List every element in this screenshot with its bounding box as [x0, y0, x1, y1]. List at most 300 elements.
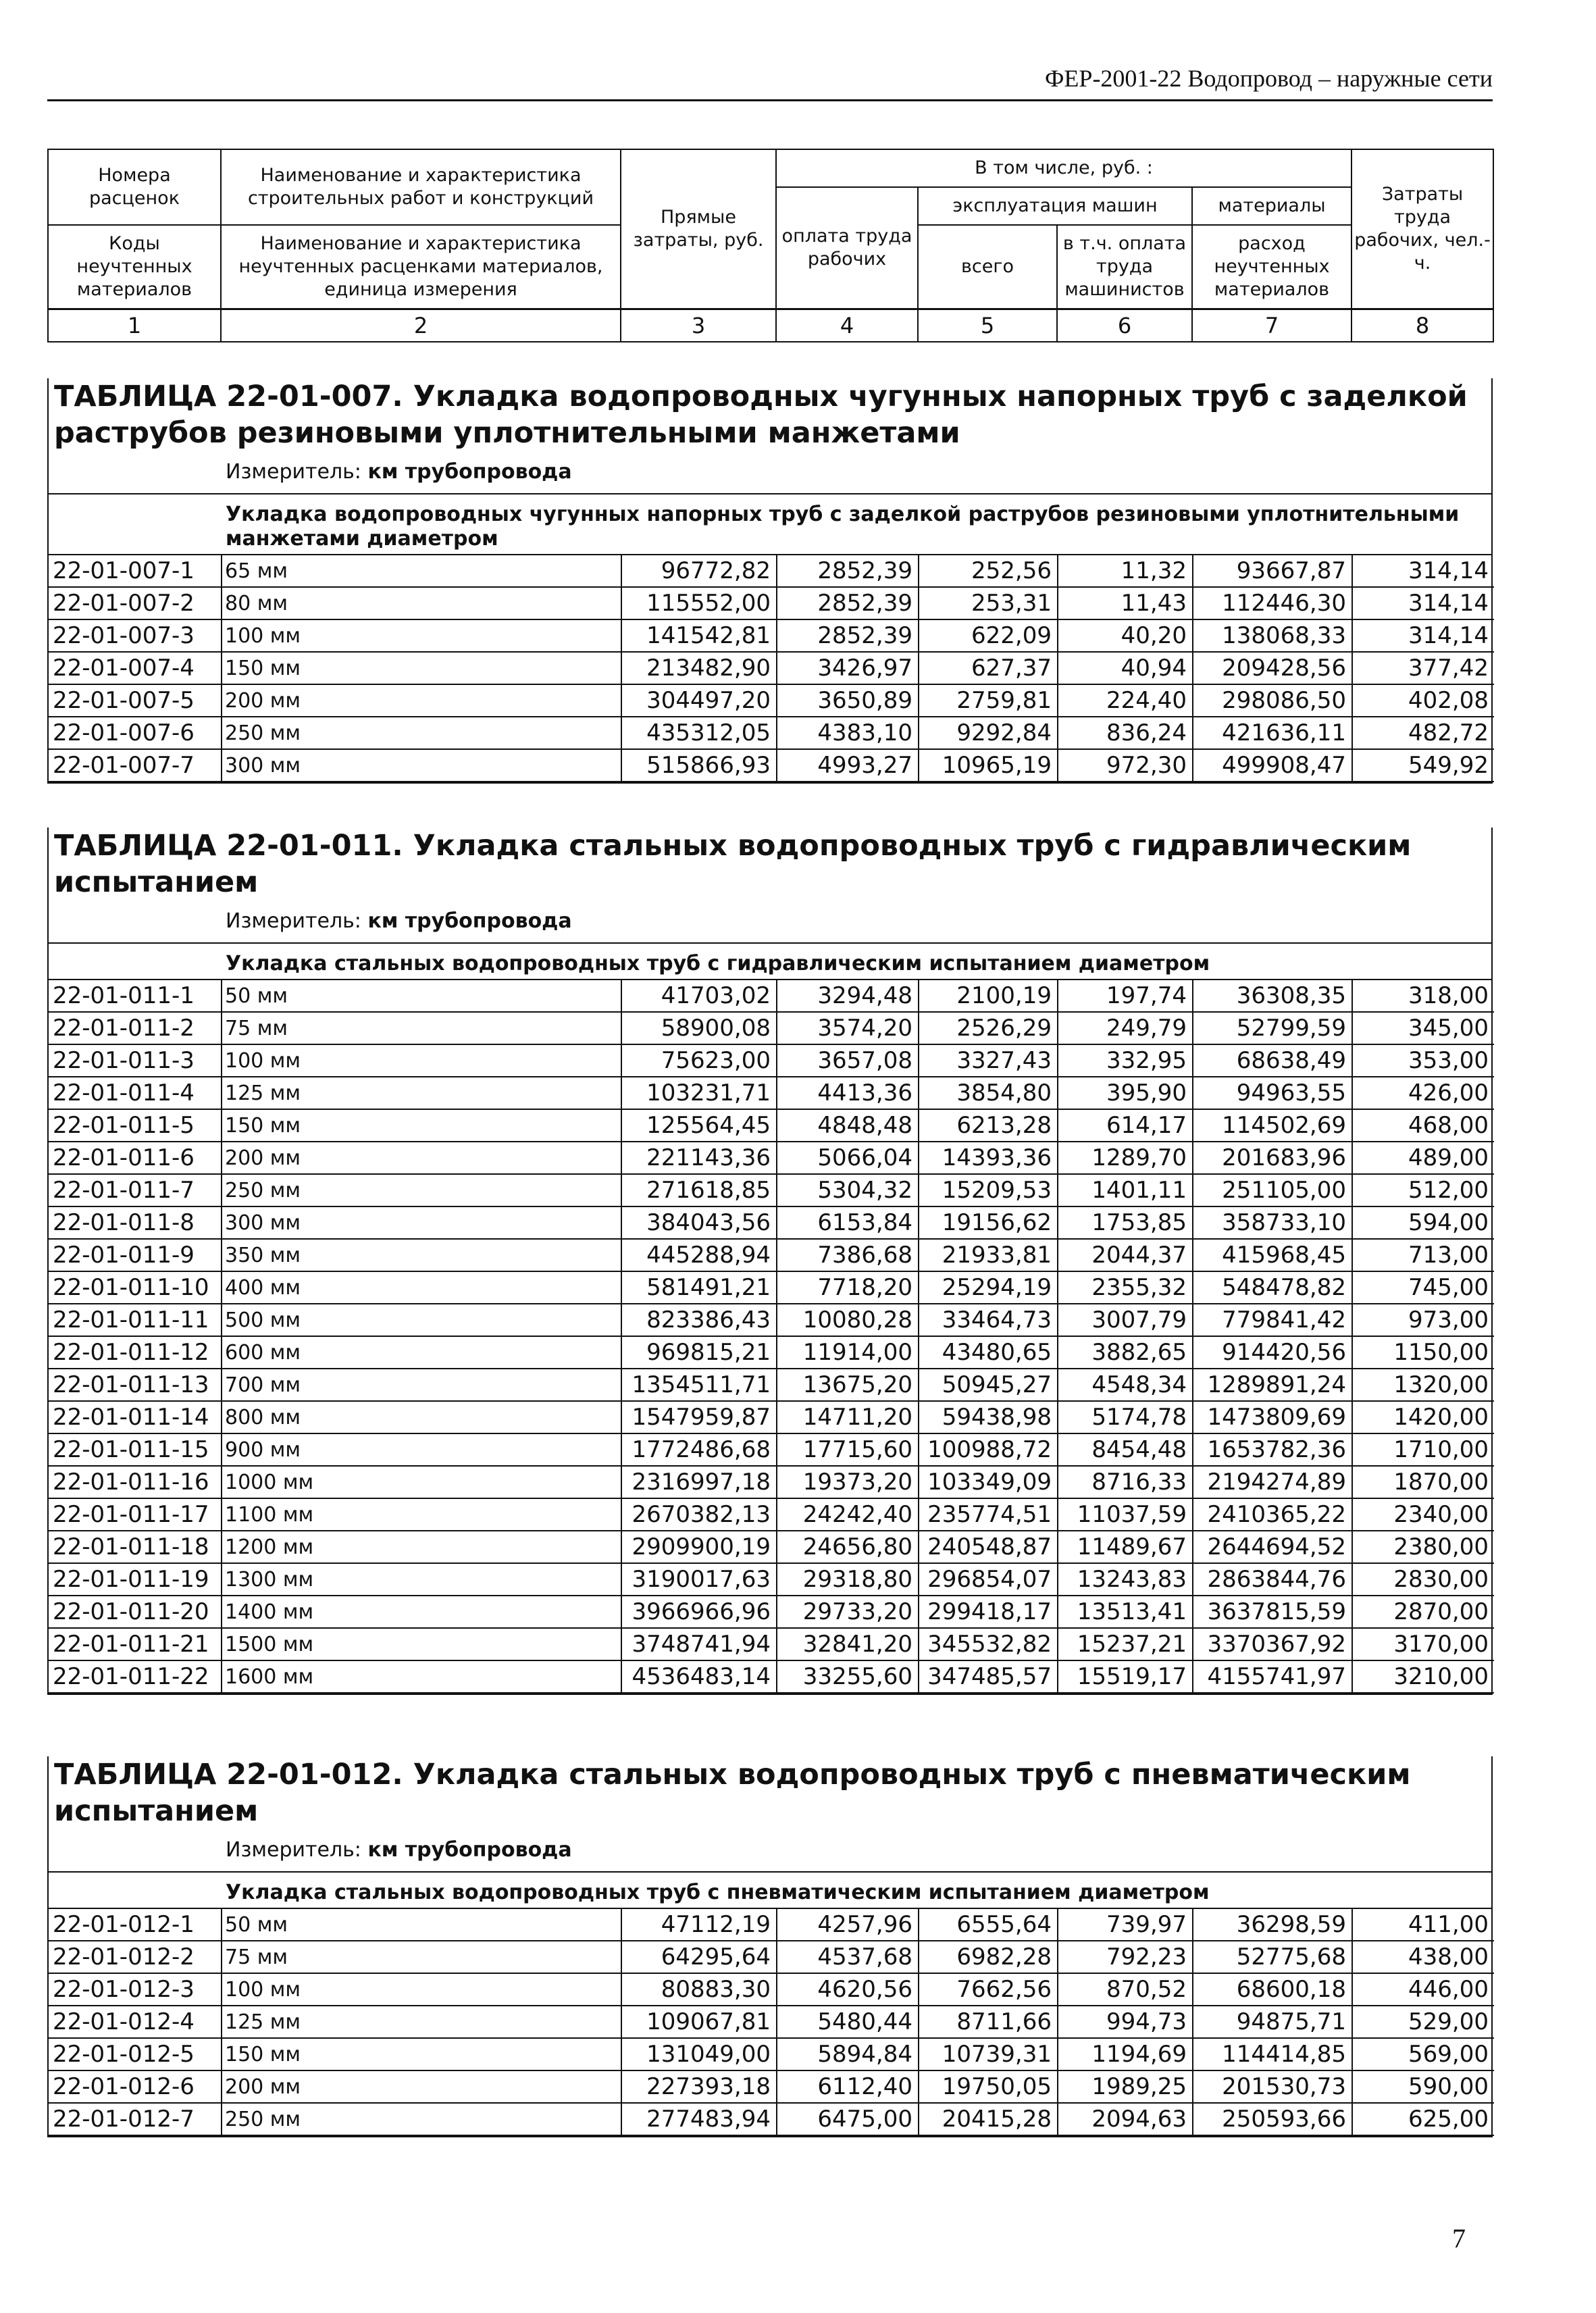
machine-total-cell: 25294,19: [919, 1271, 1058, 1304]
machine-total-cell: 19750,05: [919, 2070, 1058, 2103]
measure-line: [49, 900, 1491, 944]
machine-total-cell: 296854,07: [919, 1563, 1058, 1596]
table-row: [49, 587, 1494, 619]
diameter-cell: 100 мм: [222, 1973, 621, 2006]
section-table-22-01-011: [47, 828, 1493, 1695]
direct-costs-cell: 41703,02: [621, 980, 777, 1012]
table-row: [49, 1077, 1494, 1109]
labor-wages-cell: 29733,20: [777, 1596, 919, 1628]
section-description: Укладка стальных водопроводных труб с гидравлическим испытанием диаметром: [49, 944, 1491, 980]
labor-wages-cell: 5304,32: [777, 1174, 919, 1206]
materials-cost-cell: 4155741,97: [1193, 1660, 1352, 1693]
labor-wages-cell: 3657,08: [777, 1044, 919, 1077]
materials-cost-cell: 251105,00: [1193, 1174, 1352, 1206]
direct-costs-cell: 515866,93: [621, 749, 777, 782]
labor-hours-cell: 590,00: [1352, 2070, 1494, 2103]
machine-total-cell: 15209,53: [919, 1174, 1058, 1206]
labor-hours-cell: 446,00: [1352, 1973, 1494, 2006]
materials-cost-cell: 112446,30: [1193, 587, 1352, 619]
labor-hours-cell: 713,00: [1352, 1239, 1494, 1271]
rate-code-cell: 22-01-012-6: [49, 2070, 222, 2103]
col-number: 4: [776, 309, 918, 342]
machinist-wages-cell: 8716,33: [1058, 1466, 1193, 1498]
table-row: [49, 1174, 1494, 1206]
machine-total-cell: 43480,65: [919, 1336, 1058, 1369]
labor-wages-cell: 33255,60: [777, 1660, 919, 1693]
rate-code-cell: 22-01-011-1: [49, 980, 222, 1012]
materials-cost-cell: 914420,56: [1193, 1336, 1352, 1369]
header-rashod: расход неучтенных материалов: [1192, 225, 1352, 309]
labor-wages-cell: 4537,68: [777, 1941, 919, 1973]
table-row: [49, 652, 1494, 684]
direct-costs-cell: 2316997,18: [621, 1466, 777, 1498]
machinist-wages-cell: 11,43: [1058, 587, 1193, 619]
rate-code-cell: 22-01-007-6: [49, 717, 222, 749]
labor-hours-cell: 377,42: [1352, 652, 1494, 684]
machinist-wages-cell: 15519,17: [1058, 1660, 1193, 1693]
table-row: [49, 1271, 1494, 1304]
rate-code-cell: 22-01-011-7: [49, 1174, 222, 1206]
materials-cost-cell: 114502,69: [1193, 1109, 1352, 1142]
labor-hours-cell: 314,14: [1352, 587, 1494, 619]
rate-code-cell: 22-01-007-3: [49, 619, 222, 652]
rate-code-cell: 22-01-011-18: [49, 1531, 222, 1563]
page-number: 7: [1452, 2223, 1466, 2254]
machinist-wages-cell: 8454,48: [1058, 1433, 1193, 1466]
direct-costs-cell: 435312,05: [621, 717, 777, 749]
table-row: [49, 1660, 1494, 1693]
diameter-cell: 1600 мм: [222, 1660, 621, 1693]
rate-code-cell: 22-01-011-14: [49, 1401, 222, 1433]
labor-wages-cell: 4383,10: [777, 717, 919, 749]
machine-total-cell: 3854,80: [919, 1077, 1058, 1109]
direct-costs-cell: 58900,08: [621, 1012, 777, 1044]
machine-total-cell: 2100,19: [919, 980, 1058, 1012]
section-title: ТАБЛИЦА 22-01-011. Укладка стальных водопроводных труб с гидравлическим испытанием: [54, 829, 1412, 899]
measure-value: км трубопровода: [367, 909, 572, 933]
diameter-cell: 200 мм: [222, 684, 621, 717]
direct-costs-cell: 969815,21: [621, 1336, 777, 1369]
rates-table: [49, 1909, 1494, 2136]
machinist-wages-cell: 197,74: [1058, 980, 1193, 1012]
diameter-cell: 700 мм: [222, 1369, 621, 1401]
labor-wages-cell: 32841,20: [777, 1628, 919, 1660]
materials-cost-cell: 2644694,52: [1193, 1531, 1352, 1563]
labor-hours-cell: 402,08: [1352, 684, 1494, 717]
table-row: [49, 1304, 1494, 1336]
table-row: [49, 2070, 1494, 2103]
diameter-cell: 400 мм: [222, 1271, 621, 1304]
machinist-wages-cell: 2044,37: [1058, 1239, 1193, 1271]
header-rule: [47, 99, 1493, 101]
materials-cost-cell: 36308,35: [1193, 980, 1352, 1012]
labor-wages-cell: 2852,39: [777, 587, 919, 619]
direct-costs-cell: 1772486,68: [621, 1433, 777, 1466]
machinist-wages-cell: 1194,69: [1058, 2038, 1193, 2070]
labor-wages-cell: 13675,20: [777, 1369, 919, 1401]
direct-costs-cell: 47112,19: [621, 1909, 777, 1941]
section-title: ТАБЛИЦА 22-01-007. Укладка водопроводных чугунных напорных труб с заделкой раструбов резиновыми уплотнительными манжетами: [54, 380, 1468, 450]
machine-total-cell: 33464,73: [919, 1304, 1058, 1336]
machinist-wages-cell: 2094,63: [1058, 2103, 1193, 2135]
direct-costs-cell: 271618,85: [621, 1174, 777, 1206]
materials-cost-cell: 201683,96: [1193, 1142, 1352, 1174]
table-row: [49, 684, 1494, 717]
machinist-wages-cell: 870,52: [1058, 1973, 1193, 2006]
materials-cost-cell: 93667,87: [1193, 555, 1352, 587]
labor-wages-cell: 5066,04: [777, 1142, 919, 1174]
labor-hours-cell: 318,00: [1352, 980, 1494, 1012]
diameter-cell: 250 мм: [222, 1174, 621, 1206]
labor-hours-cell: 1150,00: [1352, 1336, 1494, 1369]
rate-code-cell: 22-01-012-4: [49, 2006, 222, 2038]
materials-cost-cell: 2194274,89: [1193, 1466, 1352, 1498]
direct-costs-cell: 304497,20: [621, 684, 777, 717]
machinist-wages-cell: 3882,65: [1058, 1336, 1193, 1369]
table-row: [49, 1498, 1494, 1531]
table-row: [49, 1909, 1494, 1941]
labor-wages-cell: 6112,40: [777, 2070, 919, 2103]
rate-code-cell: 22-01-011-4: [49, 1077, 222, 1109]
labor-wages-cell: 4413,36: [777, 1077, 919, 1109]
labor-wages-cell: 14711,20: [777, 1401, 919, 1433]
table-row: [49, 1206, 1494, 1239]
direct-costs-cell: 64295,64: [621, 1941, 777, 1973]
col-number: 5: [918, 309, 1057, 342]
measure-value: км трубопровода: [367, 1838, 572, 1862]
labor-hours-cell: 3170,00: [1352, 1628, 1494, 1660]
labor-wages-cell: 17715,60: [777, 1433, 919, 1466]
rate-code-cell: 22-01-011-21: [49, 1628, 222, 1660]
machinist-wages-cell: 972,30: [1058, 749, 1193, 782]
direct-costs-cell: 1354511,71: [621, 1369, 777, 1401]
table-row: [49, 1109, 1494, 1142]
diameter-cell: 1400 мм: [222, 1596, 621, 1628]
materials-cost-cell: 2863844,76: [1193, 1563, 1352, 1596]
table-row: [49, 1973, 1494, 2006]
diameter-cell: 300 мм: [222, 1206, 621, 1239]
labor-hours-cell: 468,00: [1352, 1109, 1494, 1142]
rate-code-cell: 22-01-012-3: [49, 1973, 222, 2006]
section-description: Укладка стальных водопроводных труб с пневматическим испытанием диаметром: [49, 1873, 1491, 1909]
machine-total-cell: 627,37: [919, 652, 1058, 684]
rate-code-cell: 22-01-011-17: [49, 1498, 222, 1531]
table-row: [49, 1369, 1494, 1401]
labor-hours-cell: 411,00: [1352, 1909, 1494, 1941]
col-number: 1: [48, 309, 221, 342]
machine-total-cell: 6555,64: [919, 1909, 1058, 1941]
labor-wages-cell: 6475,00: [777, 2103, 919, 2135]
machinist-wages-cell: 1753,85: [1058, 1206, 1193, 1239]
labor-hours-cell: 594,00: [1352, 1206, 1494, 1239]
machinist-wages-cell: 5174,78: [1058, 1401, 1193, 1433]
labor-hours-cell: 973,00: [1352, 1304, 1494, 1336]
rate-code-cell: 22-01-007-7: [49, 749, 222, 782]
materials-cost-cell: 68638,49: [1193, 1044, 1352, 1077]
labor-wages-cell: 29318,80: [777, 1563, 919, 1596]
materials-cost-cell: 2410365,22: [1193, 1498, 1352, 1531]
diameter-cell: 65 мм: [222, 555, 621, 587]
machinist-wages-cell: 792,23: [1058, 1941, 1193, 1973]
materials-cost-cell: 1289891,24: [1193, 1369, 1352, 1401]
rate-code-cell: 22-01-011-9: [49, 1239, 222, 1271]
labor-hours-cell: 2830,00: [1352, 1563, 1494, 1596]
table-row: [49, 1531, 1494, 1563]
labor-hours-cell: 569,00: [1352, 2038, 1494, 2070]
labor-wages-cell: 7386,68: [777, 1239, 919, 1271]
machine-total-cell: 6213,28: [919, 1109, 1058, 1142]
diameter-cell: 50 мм: [222, 1909, 621, 1941]
labor-hours-cell: 353,00: [1352, 1044, 1494, 1077]
labor-wages-cell: 7718,20: [777, 1271, 919, 1304]
labor-hours-cell: 745,00: [1352, 1271, 1494, 1304]
col-number: 8: [1352, 309, 1493, 342]
machinist-wages-cell: 13513,41: [1058, 1596, 1193, 1628]
machinist-wages-cell: 15237,21: [1058, 1628, 1193, 1660]
materials-cost-cell: 358733,10: [1193, 1206, 1352, 1239]
labor-wages-cell: 5894,84: [777, 2038, 919, 2070]
rate-code-cell: 22-01-011-6: [49, 1142, 222, 1174]
machine-total-cell: 2759,81: [919, 684, 1058, 717]
labor-wages-cell: 24242,40: [777, 1498, 919, 1531]
machine-total-cell: 240548,87: [919, 1531, 1058, 1563]
table-row: [49, 1012, 1494, 1044]
direct-costs-cell: 131049,00: [621, 2038, 777, 2070]
diameter-cell: 1000 мм: [222, 1466, 621, 1498]
diameter-cell: 80 мм: [222, 587, 621, 619]
labor-hours-cell: 345,00: [1352, 1012, 1494, 1044]
table-row: [49, 555, 1494, 587]
table-row: [49, 1563, 1494, 1596]
diameter-cell: 1500 мм: [222, 1628, 621, 1660]
machinist-wages-cell: 11037,59: [1058, 1498, 1193, 1531]
rate-code-cell: 22-01-011-11: [49, 1304, 222, 1336]
rate-code-cell: 22-01-011-13: [49, 1369, 222, 1401]
machine-total-cell: 103349,09: [919, 1466, 1058, 1498]
labor-hours-cell: 314,14: [1352, 619, 1494, 652]
machine-total-cell: 252,56: [919, 555, 1058, 587]
diameter-cell: 125 мм: [222, 1077, 621, 1109]
table-row: [49, 1336, 1494, 1369]
machine-total-cell: 21933,81: [919, 1239, 1058, 1271]
labor-wages-cell: 6153,84: [777, 1206, 919, 1239]
labor-wages-cell: 4257,96: [777, 1909, 919, 1941]
direct-costs-cell: 125564,45: [621, 1109, 777, 1142]
header-pryamye: Прямые затраты, руб.: [621, 149, 776, 309]
machine-total-cell: 235774,51: [919, 1498, 1058, 1531]
materials-cost-cell: 52799,59: [1193, 1012, 1352, 1044]
diameter-cell: 250 мм: [222, 2103, 621, 2135]
machinist-wages-cell: 3007,79: [1058, 1304, 1193, 1336]
table-row: [49, 1401, 1494, 1433]
running-head: ФЕР-2001-22 Водопровод – наружные сети: [1044, 65, 1493, 92]
direct-costs-cell: 80883,30: [621, 1973, 777, 2006]
table-row: [49, 1628, 1494, 1660]
header-kody: Коды неучтенных материалов: [48, 225, 221, 309]
labor-wages-cell: 19373,20: [777, 1466, 919, 1498]
diameter-cell: 150 мм: [222, 2038, 621, 2070]
table-row: [49, 619, 1494, 652]
direct-costs-cell: 3966966,96: [621, 1596, 777, 1628]
direct-costs-cell: 384043,56: [621, 1206, 777, 1239]
rate-code-cell: 22-01-012-2: [49, 1941, 222, 1973]
rate-code-cell: 22-01-011-3: [49, 1044, 222, 1077]
machine-total-cell: 14393,36: [919, 1142, 1058, 1174]
materials-cost-cell: 3370367,92: [1193, 1628, 1352, 1660]
labor-wages-cell: 2852,39: [777, 619, 919, 652]
direct-costs-cell: 96772,82: [621, 555, 777, 587]
labor-hours-cell: 3210,00: [1352, 1660, 1494, 1693]
machinist-wages-cell: 1989,25: [1058, 2070, 1193, 2103]
labor-hours-cell: 489,00: [1352, 1142, 1494, 1174]
labor-hours-cell: 482,72: [1352, 717, 1494, 749]
labor-hours-cell: 1870,00: [1352, 1466, 1494, 1498]
header-naimenovanie: Наименование и характеристика строительных работ и конструкций: [221, 149, 621, 225]
header-naimenovanie-neuchtennyh: Наименование и характеристика неучтенных расценками материалов, единица измерения: [221, 225, 621, 309]
machinist-wages-cell: 395,90: [1058, 1077, 1193, 1109]
labor-hours-cell: 314,14: [1352, 555, 1494, 587]
machine-total-cell: 10965,19: [919, 749, 1058, 782]
machine-total-cell: 3327,43: [919, 1044, 1058, 1077]
rate-code-cell: 22-01-011-2: [49, 1012, 222, 1044]
labor-hours-cell: 549,92: [1352, 749, 1494, 782]
diameter-cell: 125 мм: [222, 2006, 621, 2038]
labor-wages-cell: 4993,27: [777, 749, 919, 782]
machine-total-cell: 10739,31: [919, 2038, 1058, 2070]
header-oplata-truda: оплата труда рабочих: [776, 187, 918, 309]
machine-total-cell: 8711,66: [919, 2006, 1058, 2038]
direct-costs-cell: 4536483,14: [621, 1660, 777, 1693]
diameter-cell: 75 мм: [222, 1941, 621, 1973]
materials-cost-cell: 52775,68: [1193, 1941, 1352, 1973]
direct-costs-cell: 115552,00: [621, 587, 777, 619]
labor-hours-cell: 2380,00: [1352, 1531, 1494, 1563]
materials-cost-cell: 1473809,69: [1193, 1401, 1352, 1433]
rate-code-cell: 22-01-007-2: [49, 587, 222, 619]
measure-label: Измеритель:: [226, 1838, 368, 1862]
measure-label: Измеритель:: [226, 460, 368, 484]
machine-total-cell: 345532,82: [919, 1628, 1058, 1660]
labor-hours-cell: 426,00: [1352, 1077, 1494, 1109]
materials-cost-cell: 138068,33: [1193, 619, 1352, 652]
header-ekspluatatsiya: эксплуатация машин: [918, 187, 1192, 225]
labor-wages-cell: 24656,80: [777, 1531, 919, 1563]
diameter-cell: 1300 мм: [222, 1563, 621, 1596]
table-row: [49, 1466, 1494, 1498]
materials-cost-cell: 499908,47: [1193, 749, 1352, 782]
header-vtch: в т.ч. оплата труда машинистов: [1057, 225, 1192, 309]
machinist-wages-cell: 614,17: [1058, 1109, 1193, 1142]
header-vsego: всего: [918, 225, 1057, 309]
machinist-wages-cell: 13243,83: [1058, 1563, 1193, 1596]
materials-cost-cell: 201530,73: [1193, 2070, 1352, 2103]
table-row: [49, 1596, 1494, 1628]
measure-line: [49, 451, 1491, 494]
header-nomera: Номера расценок: [48, 149, 221, 225]
materials-cost-cell: 114414,85: [1193, 2038, 1352, 2070]
measure-label: Измеритель:: [226, 909, 368, 933]
table-row: [49, 1239, 1494, 1271]
labor-wages-cell: 11914,00: [777, 1336, 919, 1369]
materials-cost-cell: 298086,50: [1193, 684, 1352, 717]
machine-total-cell: 19156,62: [919, 1206, 1058, 1239]
machine-total-cell: 20415,28: [919, 2103, 1058, 2135]
machinist-wages-cell: 836,24: [1058, 717, 1193, 749]
rate-code-cell: 22-01-011-8: [49, 1206, 222, 1239]
diameter-cell: 900 мм: [222, 1433, 621, 1466]
machinist-wages-cell: 2355,32: [1058, 1271, 1193, 1304]
rate-code-cell: 22-01-012-1: [49, 1909, 222, 1941]
materials-cost-cell: 3637815,59: [1193, 1596, 1352, 1628]
machine-total-cell: 253,31: [919, 587, 1058, 619]
machinist-wages-cell: 4548,34: [1058, 1369, 1193, 1401]
labor-hours-cell: 2870,00: [1352, 1596, 1494, 1628]
direct-costs-cell: 823386,43: [621, 1304, 777, 1336]
materials-cost-cell: 779841,42: [1193, 1304, 1352, 1336]
materials-cost-cell: 421636,11: [1193, 717, 1352, 749]
materials-cost-cell: 209428,56: [1193, 652, 1352, 684]
machinist-wages-cell: 994,73: [1058, 2006, 1193, 2038]
section-title: ТАБЛИЦА 22-01-012. Укладка стальных водопроводных труб с пневматическим испытанием: [54, 1758, 1411, 1828]
table-row: [49, 1142, 1494, 1174]
machine-total-cell: 622,09: [919, 619, 1058, 652]
machine-total-cell: 6982,28: [919, 1941, 1058, 1973]
rate-code-cell: 22-01-007-5: [49, 684, 222, 717]
table-row: [49, 1941, 1494, 1973]
labor-hours-cell: 2340,00: [1352, 1498, 1494, 1531]
direct-costs-cell: 1547959,87: [621, 1401, 777, 1433]
header-v-tom-chisle: В том числе, руб. :: [776, 149, 1352, 187]
rate-code-cell: 22-01-007-4: [49, 652, 222, 684]
direct-costs-cell: 2909900,19: [621, 1531, 777, 1563]
labor-wages-cell: 5480,44: [777, 2006, 919, 2038]
machine-total-cell: 347485,57: [919, 1660, 1058, 1693]
table-row: [49, 749, 1494, 782]
machine-total-cell: 100988,72: [919, 1433, 1058, 1466]
table-row: [49, 717, 1494, 749]
diameter-cell: 1200 мм: [222, 1531, 621, 1563]
labor-wages-cell: 4620,56: [777, 1973, 919, 2006]
direct-costs-cell: 581491,21: [621, 1271, 777, 1304]
machine-total-cell: 299418,17: [919, 1596, 1058, 1628]
rate-code-cell: 22-01-007-1: [49, 555, 222, 587]
diameter-cell: 300 мм: [222, 749, 621, 782]
diameter-cell: 250 мм: [222, 717, 621, 749]
machinist-wages-cell: 40,20: [1058, 619, 1193, 652]
table-row: [49, 2103, 1494, 2135]
table-row: [49, 1044, 1494, 1077]
machine-total-cell: 50945,27: [919, 1369, 1058, 1401]
direct-costs-cell: 3190017,63: [621, 1563, 777, 1596]
table-row: [49, 1433, 1494, 1466]
rate-code-cell: 22-01-011-10: [49, 1271, 222, 1304]
rates-table: [49, 980, 1494, 1694]
labor-wages-cell: 4848,48: [777, 1109, 919, 1142]
machinist-wages-cell: 1401,11: [1058, 1174, 1193, 1206]
rate-code-cell: 22-01-011-15: [49, 1433, 222, 1466]
labor-wages-cell: 3650,89: [777, 684, 919, 717]
labor-wages-cell: 3426,97: [777, 652, 919, 684]
materials-cost-cell: 36298,59: [1193, 1909, 1352, 1941]
machine-total-cell: 59438,98: [919, 1401, 1058, 1433]
machinist-wages-cell: 1289,70: [1058, 1142, 1193, 1174]
diameter-cell: 800 мм: [222, 1401, 621, 1433]
rate-code-cell: 22-01-011-16: [49, 1466, 222, 1498]
measure-value: км трубопровода: [367, 460, 572, 484]
materials-cost-cell: 548478,82: [1193, 1271, 1352, 1304]
labor-hours-cell: 625,00: [1352, 2103, 1494, 2135]
section-description: Укладка водопроводных чугунных напорных труб с заделкой раструбов резиновыми уплотнительными манжетами диаметром: [49, 494, 1491, 555]
